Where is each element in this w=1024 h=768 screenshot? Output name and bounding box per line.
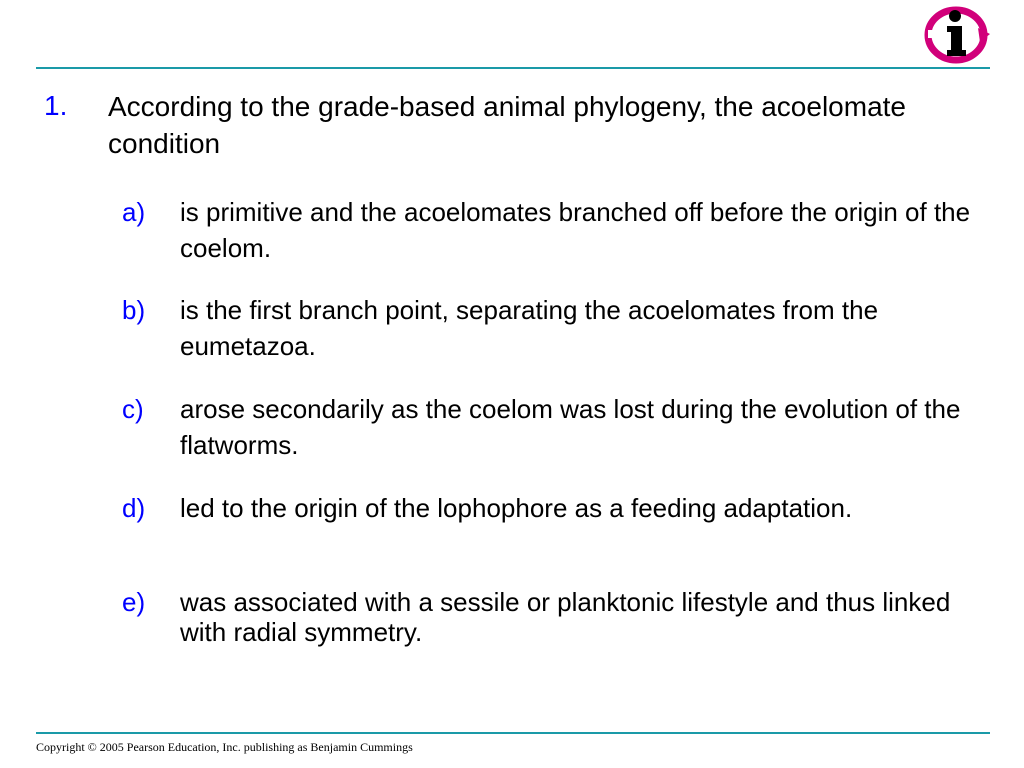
choice-text: arose secondarily as the coelom was lost during the evolution of the flatworms. (180, 394, 961, 460)
choice-letter: a) (122, 197, 146, 227)
question-stem: According to the grade-based animal phylogeny, the acoelomate condition (108, 91, 906, 159)
choice-text: was associated with a sessile or planktonic lifestyle and thus linked with radial symmetry. (180, 587, 951, 647)
choice-letter: b) (122, 295, 146, 325)
choice-text: led to the origin of the lophophore as a feeding adaptation. (180, 493, 853, 523)
choice-letter: c) (122, 394, 144, 424)
info-i-icon (920, 4, 992, 64)
choice-letter: e) (122, 587, 146, 617)
bottom-divider (36, 732, 990, 734)
choice-text: is primitive and the acoelomates branched off before the origin of the coelom. (180, 197, 971, 263)
choice-text: is the first branch point, separating the acoelomates from the eumetazoa. (180, 295, 879, 361)
top-divider (36, 67, 990, 69)
copyright-notice: Copyright © 2005 Pearson Education, Inc. publishing as Benjamin Cummings (36, 740, 413, 754)
question-number: 1. (44, 90, 68, 121)
choice-letter: d) (122, 493, 146, 523)
